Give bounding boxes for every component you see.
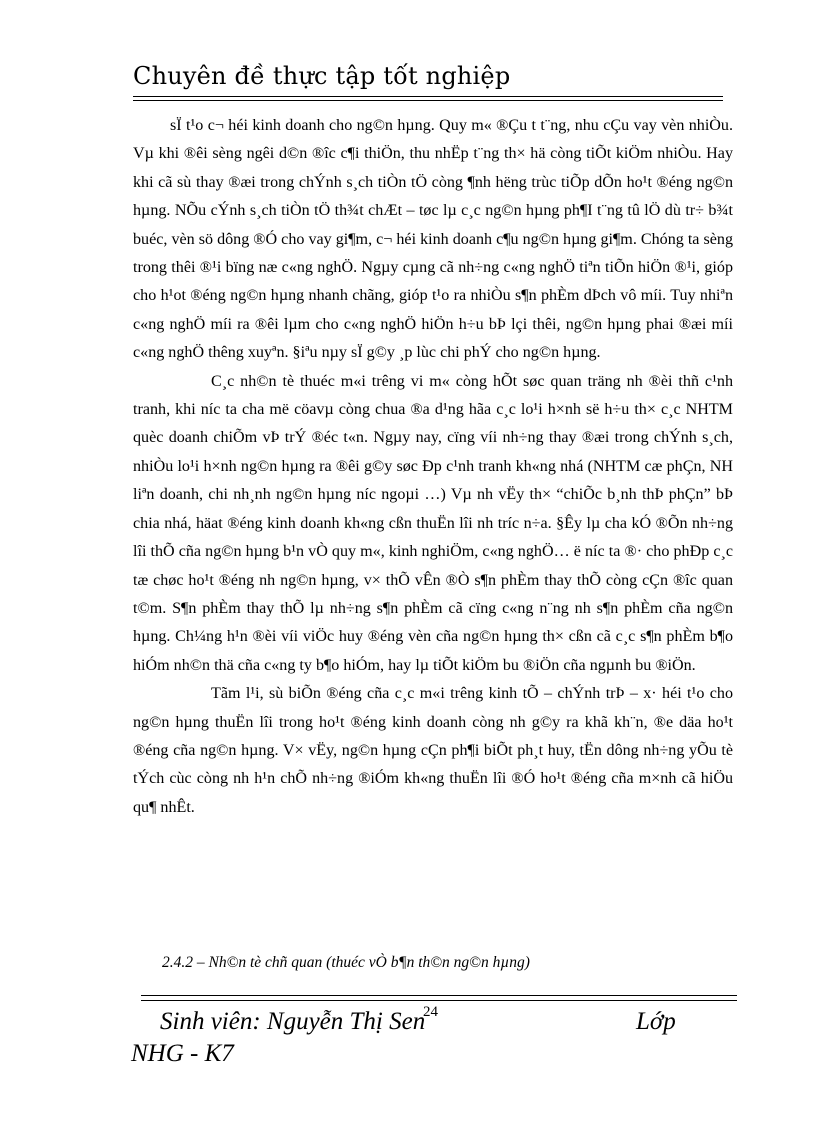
footer-rule-top <box>141 995 737 996</box>
body-text <box>133 112 733 822</box>
page-header-title: Chuyên đề thực tập tốt nghiệp <box>133 62 511 90</box>
page-number: 24 <box>423 1004 438 1020</box>
footer-class-label: Lớp <box>636 1008 676 1035</box>
footer-rule-bottom <box>141 1000 737 1001</box>
section-subheading: 2.4.2 – Nh©n tè chñ quan (thuéc vÒ b¶n th©n ng©n hµng) <box>162 954 530 971</box>
header-rule-top <box>133 96 723 97</box>
header-rule-bottom <box>133 100 723 101</box>
body-paragraph: Tãm l¹i, sù biÕn ®éng cña c¸c m«i trêng kinh tÕ – chÝnh trÞ – x· héi t¹o cho ng©n hµng thuËn lîi trong ho¹t ®éng kinh doanh còng nh g©y ra khã kh¨n, ®e däa ho¹t ®éng cña ng©n hµng. V× vËy, ng©n hµng cÇn ph¶i biÕt ph¸t huy, tËn dông nh÷ng yÕu tè tÝch cùc còng nh h¹n chÕ nh÷ng ®iÓm kh«ng thuËn lîi ®Ó ho¹t ®éng cña m×nh cã hiÖu qu¶ nhÊt. <box>133 685 733 816</box>
footer-student-name: Sinh viên: Nguyễn Thị Sen <box>160 1008 426 1035</box>
footer-class-name: NHG - K7 <box>131 1040 234 1067</box>
body-paragraph: sÏ t¹o c¬ héi kinh doanh cho ng©n hµng. Quy m« ®Çu t t¨ng, nhu cÇu vay vèn nhiÒu. Vµ khi ®êi sèng ngêi d©n ®îc c¶i thiÖn, thu nhËp t¨ng th× hä còng tiÕt kiÖm nhiÒu. Hay khi cã sù thay ®æi trong chÝnh s¸ch tiÒn tÖ còng ¶nh hëng trùc tiÕp dÕn ho¹t ®éng ng©n hµng. NÕu cÝnh s¸ch tiÒn tÖ th¾t chÆt – tøc lµ c¸c ng©n hµng ph¶I t¨ng tû lÖ dù tr÷ b¾t buéc, vèn sö dông ®Ó cho vay gi¶m, c¬ héi kinh doanh c¶u ng©n hµng gi¶m. Chóng ta sèng trong thêi ®¹i bïng næ c«ng nghÖ. Ngµy cµng cã nh÷ng c«ng nghÖ tiªn tiÕn hiÖn ®¹i, gióp cho h¹ot ®éng ng©n hµng nhanh chãng, gióp t¹o ra nhiÒu s¶n phÈm dÞch vô míi. Tuy nhiªn c«ng nghÖ míi ra ®êi lµm cho c«ng nghÖ hiÖn h÷u bÞ lçi thêi, ng©n hµng phai ®æi míi c«ng nghÖ thêng xuyªn. §iªu nµy sÏ g©y ¸p lùc chi phÝ cho ng©n hµng. <box>133 117 733 362</box>
body-paragraph: C¸c nh©n tè thuéc m«i trêng vi m« còng hÕt søc quan träng nh ®èi thñ c¹nh tranh, khi níc ta cha më cöavµ còng chua ®a d¹ng hãa c¸c lo¹i h×nh së h÷u th× c¸c NHTM quèc doanh chiÕm vÞ trÝ ®éc t«n. Ngµy nay, cïng víi nh÷ng thay ®æi trong chÝnh s¸ch, nhiÒu lo¹i h×nh ng©n hµng ra ®êi g©y søc Ðp c¹nh tranh kh«ng nhá (NHTM cæ phÇn, NH liªn doanh, chi nh¸nh ng©n hµng níc ngoµi …) Vµ nh vËy th× “chiÕc b¸nh thÞ phÇn” bÞ chia nhá, häat ®éng kinh doanh kh«ng cßn thuËn lîi nh tríc n÷a. §Êy lµ cha kÓ ®Õn nh÷ng lîi thÕ cña ng©n hµng b¹n vÒ quy m«, kinh nghiÖm, c«ng nghÖ… ë níc ta ®· cho phÐp c¸c tæ chøc ho¹t ®éng nh ng©n hµng, v× thÕ vÊn ®Ò s¶n phÈm thay thÕ còng cÇn ®îc quan t©m. S¶n phÈm thay thÕ lµ nh÷ng s¶n phÈm cã cïng c«ng n¨ng nh s¶n phÈm cña ng©n hµng. Ch¼ng h¹n ®èi víi viÖc huy ®éng vèn cña ng©n hµng th× cßn cã c¸c s¶n phÈm b¶o hiÓm nh©n thä cña c«ng ty b¶o hiÓm, hay lµ tiÕt kiÖm bu ®iÖn cña ngµnh bu ®iÖn. <box>133 372 733 674</box>
